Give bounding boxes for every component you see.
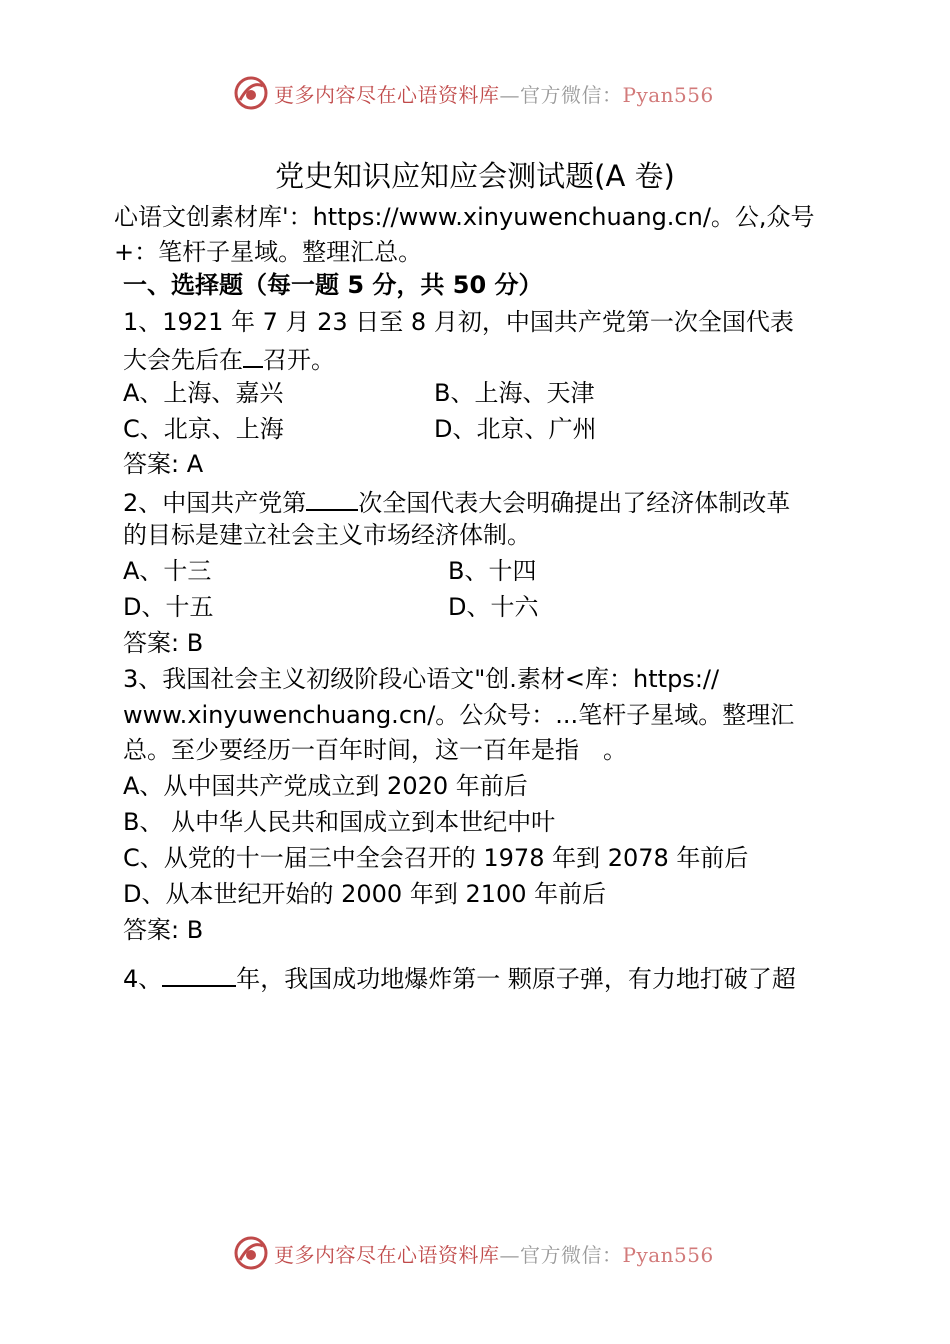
section-heading: 一、选择题（每一题 5 分，共 50 分）	[123, 271, 543, 299]
question-1-option-d: D、北京、广州	[434, 415, 597, 443]
banner-wechat-id: Pyan556	[622, 1242, 714, 1267]
question-1-stem-line-1: 1、1921 年 7 月 23 日至 8 月初，中国共产党第一次全国代表	[123, 308, 794, 336]
question-2-blank	[306, 483, 358, 511]
question-3-option-c: C、从党的十一届三中全会召开的 1978 年到 2078 年前后	[123, 844, 749, 872]
document-title: 党史知识应知应会测试题(A 卷)	[275, 159, 675, 193]
logo-icon	[232, 74, 270, 112]
question-4-stem-part-b: 年，我国成功地爆炸第一 颗原子弹，有力地打破了超	[236, 965, 796, 993]
question-2-stem-part-b: 次全国代表大会明确提出了经济体制改革	[358, 489, 791, 517]
question-2-option-b: B、十四	[448, 557, 537, 585]
question-1-answer: 答案: A	[123, 450, 204, 478]
question-2-stem-line-2: 的目标是建立社会主义市场经济体制。	[123, 521, 531, 549]
banner-separator: —	[499, 82, 520, 107]
question-3-stem-line-1: 3、我国社会主义初级阶段心语文"创.素材<库：https://	[123, 665, 720, 693]
question-4-blank	[162, 959, 236, 987]
banner-separator: —	[499, 1242, 520, 1267]
question-2-option-c: D、十五	[123, 593, 214, 621]
question-2-option-d: D、十六	[448, 593, 539, 621]
banner-brand: 更多内容尽在心语资料库	[274, 1242, 500, 1267]
logo-icon	[232, 1234, 270, 1272]
question-3-answer: 答案: B	[123, 916, 204, 944]
banner-wechat-id: Pyan556	[622, 82, 714, 107]
question-1-option-c: C、北京、上海	[123, 415, 284, 443]
banner-text	[274, 1239, 714, 1268]
question-3-option-a: A、从中国共产党成立到 2020 年前后	[123, 772, 528, 800]
question-3-option-d: D、从本世纪开始的 2000 年到 2100 年前后	[123, 880, 607, 908]
banner-text	[274, 79, 714, 108]
intro-line-2: +：笔杆子星域。整理汇总。	[114, 238, 423, 266]
question-4-stem-line-1	[123, 959, 796, 996]
question-1-option-a: A、上海、嘉兴	[123, 379, 284, 407]
question-1-blank	[243, 340, 263, 368]
question-3-stem-line-2: www.xinyuwenchuang.cn/。公众号：...笔杆子星域。整理汇	[123, 701, 795, 729]
question-3-stem-line-3: 总。至少要经历一百年时间，这一百年是指 。	[123, 736, 627, 764]
banner-wechat-label: 官方微信：	[520, 82, 623, 107]
question-3-option-b: B、 从中华人民共和国成立到本世纪中叶	[123, 808, 556, 836]
question-1-option-b: B、上海、天津	[434, 379, 595, 407]
question-2-option-a: A、十三	[123, 557, 212, 585]
question-1-stem-part-b: 召开。	[263, 346, 335, 374]
question-1-stem-part-a: 大会先后在	[123, 346, 243, 374]
footer-banner	[232, 1234, 714, 1272]
question-2-stem-part-a: 2、中国共产党第	[123, 489, 307, 517]
banner-wechat-label: 官方微信：	[520, 1242, 623, 1267]
banner-brand: 更多内容尽在心语资料库	[274, 82, 500, 107]
question-2-stem-line-1	[123, 483, 790, 520]
header-banner	[232, 74, 714, 112]
intro-line-1: 心语文创素材库'：https://www.xinyuwenchuang.cn/。公,众号	[114, 203, 815, 231]
question-1-stem-line-2	[123, 340, 335, 377]
question-2-answer: 答案: B	[123, 629, 204, 657]
question-4-stem-part-a: 4、	[123, 965, 163, 993]
